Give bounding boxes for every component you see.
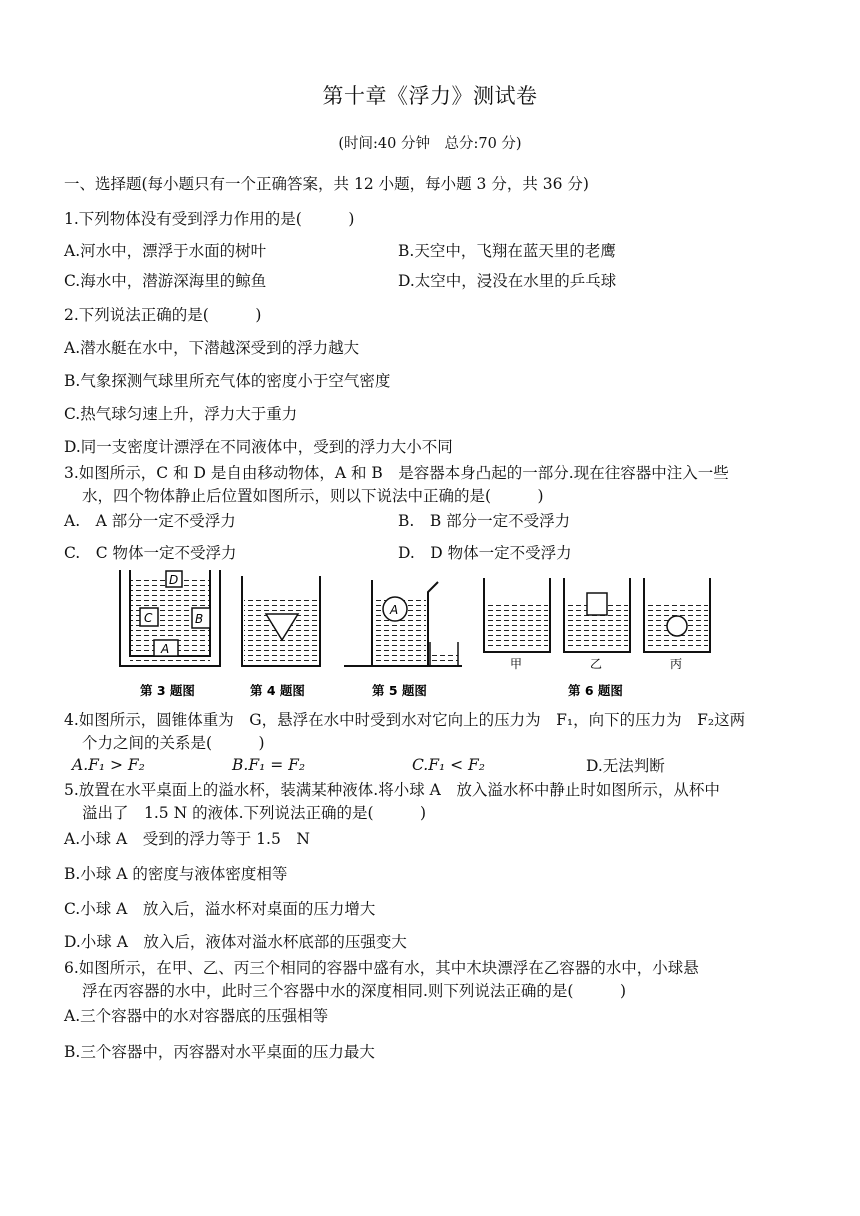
figure-3-label-d: D — [169, 573, 179, 587]
figure-6-caption: 第 6 题图 — [568, 683, 623, 698]
figure-6-label-yi: 乙 — [590, 657, 603, 671]
question-3-option-d: D. D 物体一定不受浮力 — [398, 544, 572, 562]
figure-6-label-bing: 丙 — [670, 657, 683, 671]
question-5-stem-line2: 溢出了 1.5 N 的液体.下列说法正确的是( ) — [82, 804, 427, 822]
figure-5-caption: 第 5 题图 — [372, 683, 427, 698]
question-4-stem-line1: 4.如图所示，圆锥体重为 G，悬浮在水中时受到水对它向上的压力为 F₁，向下的压力为 F₂这两 — [64, 711, 746, 729]
question-1-option-d: D.太空中，浸没在水里的乒乓球 — [398, 272, 617, 290]
figure-3-label-c: C — [144, 611, 153, 625]
figure-6-wood-block — [587, 593, 607, 615]
question-5-option-a: A.小球 A 受到的浮力等于 1.5 N — [64, 830, 310, 848]
question-1-option-c: C.海水中，潜游深海里的鲸鱼 — [64, 272, 267, 290]
figure-3-label-b: B — [195, 612, 204, 626]
question-2-option-b: B.气象探测气球里所充气体的密度小于空气密度 — [64, 372, 391, 390]
question-4-option-c: C.F₁ < F₂ — [412, 756, 486, 774]
figure-4-container — [242, 576, 320, 666]
question-1-stem: 1.下列物体没有受到浮力作用的是( ) — [64, 210, 355, 228]
question-3-stem-line2: 水，四个物体静止后位置如图所示，则以下说法中正确的是( ) — [82, 487, 544, 505]
question-3-option-a: A. A 部分一定不受浮力 — [64, 512, 236, 530]
question-4-option-b: B.F₁ = F₂ — [232, 756, 306, 774]
figure-6-ball — [667, 616, 687, 636]
question-5-option-c: C.小球 A 放入后，溢水杯对桌面的压力增大 — [64, 900, 376, 918]
question-5-option-d: D.小球 A 放入后，液体对溢水杯底部的压强变大 — [64, 933, 407, 951]
question-4-option-d: D.无法判断 — [586, 757, 665, 775]
question-6-stem-line2: 浮在丙容器的水中，此时三个容器中水的深度相同.则下列说法正确的是( ) — [82, 982, 627, 1000]
section-heading: 一、选择题(每小题只有一个正确答案，共 12 小题，每小题 3 分，共 36 分) — [64, 175, 589, 193]
figure-5-label-a: A — [390, 603, 399, 617]
question-2-stem: 2.下列说法正确的是( ) — [64, 306, 262, 324]
question-3-stem-line1: 3.如图所示，C 和 D 是自由移动物体，A 和 B 是容器本身凸起的一部分.现在往容器中注入一些 — [64, 464, 729, 482]
question-3-option-c: C. C 物体一定不受浮力 — [64, 544, 237, 562]
figure-5-overflow-cup — [344, 580, 462, 666]
question-5-stem-line1: 5.放置在水平桌面上的溢水杯，装满某种液体.将小球 A 放入溢水杯中静止时如图所示，从杯中 — [64, 781, 720, 799]
question-6-option-a: A.三个容器中的水对容器底的压强相等 — [64, 1007, 329, 1025]
question-6-option-b: B.三个容器中，丙容器对水平桌面的压力最大 — [64, 1043, 375, 1061]
question-2-option-c: C.热气球匀速上升，浮力大于重力 — [64, 405, 298, 423]
figure-3-label-a: A — [161, 642, 170, 656]
question-2-option-d: D.同一支密度计漂浮在不同液体中，受到的浮力大小不同 — [64, 438, 453, 456]
figure-4-caption: 第 4 题图 — [250, 683, 305, 698]
question-5-option-b: B.小球 A 的密度与液体密度相等 — [64, 865, 288, 883]
page-title: 第十章《浮力》测试卷 — [322, 84, 538, 108]
exam-info: (时间:40 分钟 总分:70 分) — [338, 136, 522, 152]
question-1-option-b: B.天空中，飞翔在蓝天里的老鹰 — [398, 242, 616, 260]
figures-strip — [112, 568, 812, 703]
question-2-option-a: A.潜水艇在水中，下潜越深受到的浮力越大 — [64, 339, 360, 357]
figure-6-label-jia: 甲 — [510, 657, 523, 671]
figure-6-containers — [484, 578, 710, 671]
figure-3-caption: 第 3 题图 — [140, 683, 195, 698]
figure-3-container — [120, 570, 220, 666]
question-1-option-a: A.河水中，漂浮于水面的树叶 — [64, 242, 267, 260]
question-4-option-a: A.F₁ > F₂ — [72, 756, 145, 774]
question-3-option-b: B. B 部分一定不受浮力 — [398, 512, 571, 530]
question-4-stem-line2: 个力之间的关系是( ) — [82, 734, 265, 752]
question-6-stem-line1: 6.如图所示，在甲、乙、丙三个相同的容器中盛有水，其中木块漂浮在乙容器的水中，小球悬 — [64, 959, 699, 977]
